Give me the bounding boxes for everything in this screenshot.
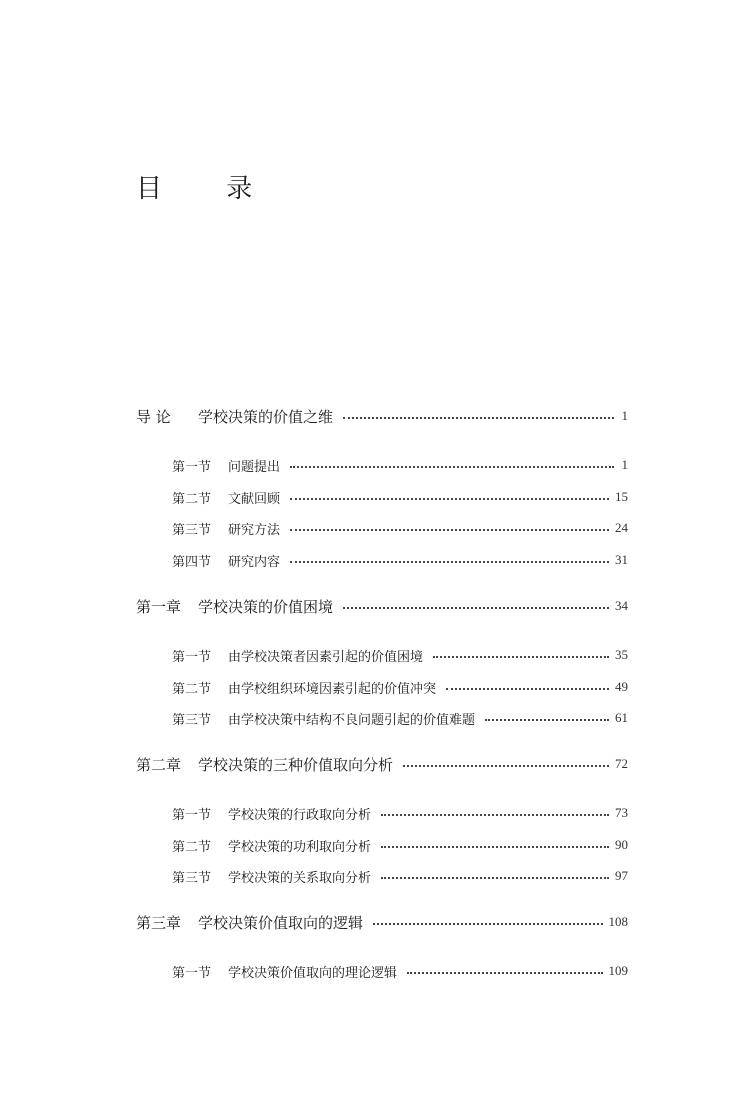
leader-dots xyxy=(446,678,609,690)
toc-section[interactable] xyxy=(172,645,628,665)
section-label: 第二节 xyxy=(172,839,212,855)
section-heading: 学校决策的关系取向分析 xyxy=(228,870,372,886)
chapter-heading: 学校决策的三种价值取向分析 xyxy=(198,755,394,774)
section-heading: 学校决策的功利取向分析 xyxy=(228,839,372,855)
toc-section[interactable] xyxy=(172,677,628,697)
toc-chapter-1[interactable] xyxy=(136,596,628,616)
page-number: 61 xyxy=(615,710,628,725)
page-number: 1 xyxy=(621,457,628,472)
leader-dots xyxy=(381,836,609,848)
toc-section[interactable] xyxy=(172,708,628,728)
toc-section[interactable] xyxy=(172,455,628,475)
leader-dots xyxy=(343,597,609,609)
section-label: 第三节 xyxy=(172,712,212,728)
page-number: 24 xyxy=(615,520,628,535)
chapter-heading: 学校决策价值取向的逻辑 xyxy=(198,913,364,932)
leader-dots xyxy=(290,551,609,563)
leader-dots xyxy=(290,488,609,500)
page-number: 15 xyxy=(615,489,628,504)
page-title: 目 录 xyxy=(136,174,281,204)
section-label: 第一节 xyxy=(172,649,212,665)
chapter-heading: 学校决策的价值困境 xyxy=(198,597,334,616)
section-heading: 由学校组织环境因素引起的价值冲突 xyxy=(228,681,437,697)
page-number: 73 xyxy=(615,805,628,820)
toc-section[interactable] xyxy=(172,835,628,855)
leader-dots xyxy=(403,755,609,767)
section-heading: 问题提出 xyxy=(228,459,281,475)
toc-chapter-intro[interactable] xyxy=(136,406,628,426)
chapter-label: 第三章 xyxy=(136,913,182,932)
section-label: 第三节 xyxy=(172,522,212,538)
section-heading: 由学校决策中结构不良问题引起的价值难题 xyxy=(228,712,476,728)
section-heading: 学校决策价值取向的理论逻辑 xyxy=(228,965,398,981)
toc-section[interactable] xyxy=(172,518,628,538)
page-number: 108 xyxy=(608,914,628,929)
page-number: 34 xyxy=(615,598,628,613)
section-label: 第四节 xyxy=(172,554,212,570)
section-heading: 研究方法 xyxy=(228,522,281,538)
chapter-heading: 学校决策的价值之维 xyxy=(198,407,334,426)
page-number: 72 xyxy=(615,756,628,771)
toc-chapter-2[interactable] xyxy=(136,754,628,774)
chapter-label: 第一章 xyxy=(136,597,182,616)
section-heading: 文献回顾 xyxy=(228,491,281,507)
leader-dots xyxy=(290,519,609,531)
leader-dots xyxy=(485,709,609,721)
section-label: 第一节 xyxy=(172,807,212,823)
leader-dots xyxy=(373,913,602,925)
page-number: 109 xyxy=(608,963,628,978)
section-heading: 学校决策的行政取向分析 xyxy=(228,807,372,823)
section-label: 第二节 xyxy=(172,681,212,697)
section-label: 第一节 xyxy=(172,459,212,475)
section-heading: 由学校决策者因素引起的价值困境 xyxy=(228,649,424,665)
chapter-label: 第二章 xyxy=(136,755,182,774)
page-number: 90 xyxy=(615,837,628,852)
toc-chapter-3[interactable] xyxy=(136,912,628,932)
section-label: 第二节 xyxy=(172,491,212,507)
toc-section[interactable] xyxy=(172,803,628,823)
leader-dots xyxy=(290,456,614,468)
toc-section[interactable] xyxy=(172,961,628,981)
chapter-label: 导 论 xyxy=(136,407,171,426)
page-number: 97 xyxy=(615,868,628,883)
page-number: 31 xyxy=(615,552,628,567)
leader-dots xyxy=(381,804,609,816)
toc-section[interactable] xyxy=(172,550,628,570)
leader-dots xyxy=(433,646,609,658)
leader-dots xyxy=(343,407,614,419)
page-number: 49 xyxy=(615,679,628,694)
toc-section[interactable] xyxy=(172,866,628,886)
section-label: 第三节 xyxy=(172,870,212,886)
page-number: 1 xyxy=(621,408,628,423)
toc-section[interactable] xyxy=(172,487,628,507)
section-label: 第一节 xyxy=(172,965,212,981)
section-heading: 研究内容 xyxy=(228,554,281,570)
page-number: 35 xyxy=(615,647,628,662)
leader-dots xyxy=(407,962,602,974)
leader-dots xyxy=(381,867,609,879)
